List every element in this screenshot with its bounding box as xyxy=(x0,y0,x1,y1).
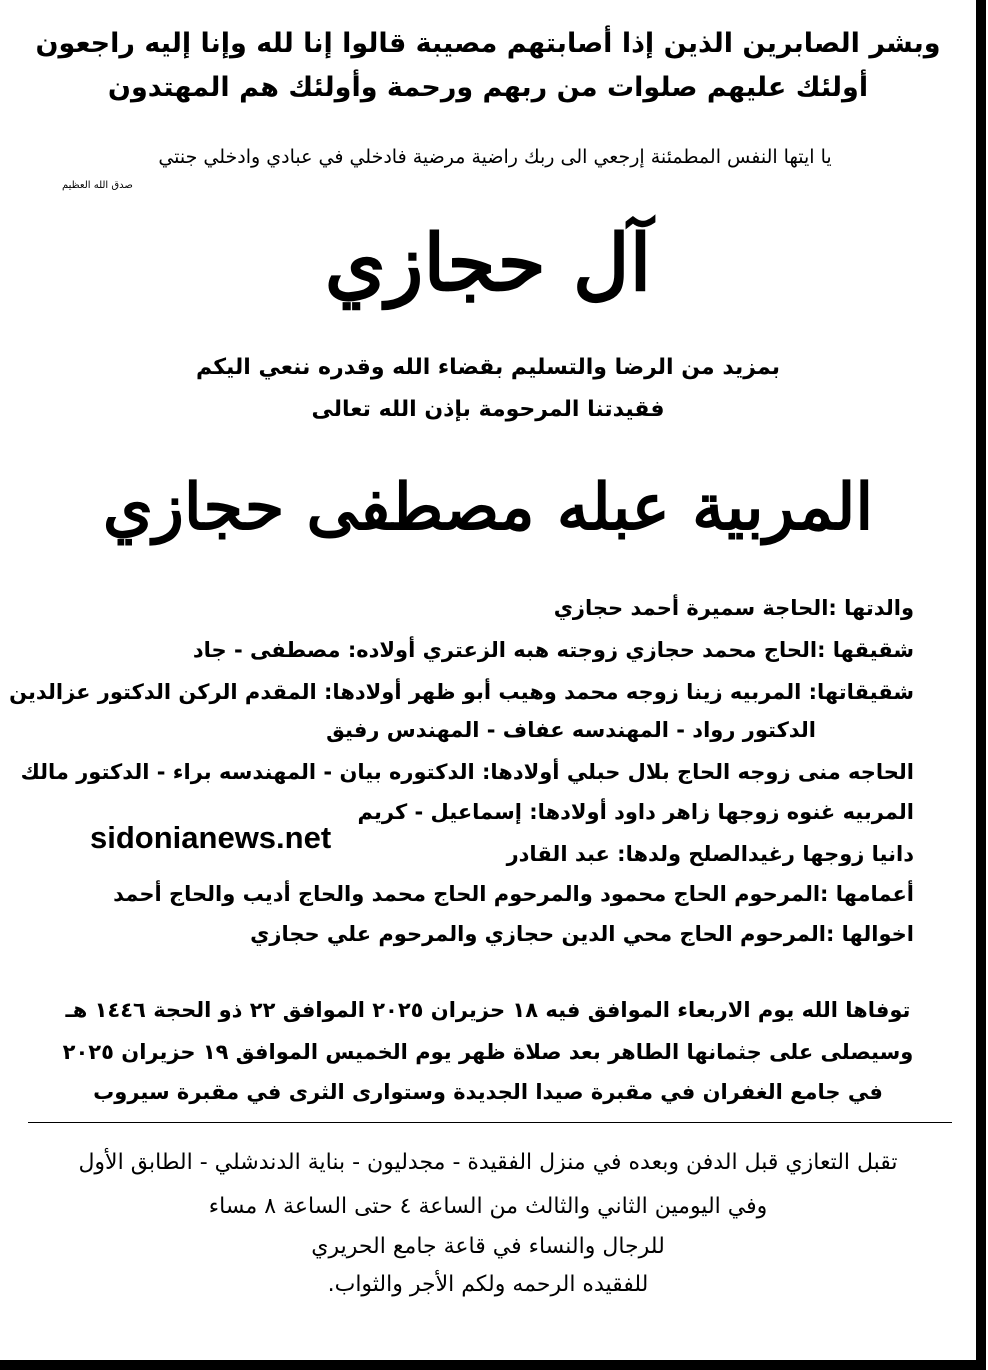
announcement-intro-line-1: بمزيد من الرضا والتسليم بقضاء الله وقدره ننعي اليكم xyxy=(195,355,780,380)
quran-verse-line-1: وبشر الصابرين الذين إذا أصابتهم مصيبة قالوا إنا لله وإنا إليه راجعون xyxy=(35,28,941,59)
announcement-intro-line-2: فقيدتنا المرحومة بإذن الله تعالى xyxy=(311,397,665,422)
condolence-line: تقبل التعازي قبل الدفن وبعده في منزل الفقيدة - مجدليون - بناية الدندشلي - الطابق الأول xyxy=(78,1150,898,1175)
relative-line: المربيه غنوه زوجها زاهر داود أولادها: إسماعيل - كريم xyxy=(357,800,914,824)
section-divider xyxy=(28,1122,952,1123)
website-watermark: sidonianews.net xyxy=(90,820,332,855)
condolence-line: للرجال والنساء في قاعة جامع الحريري xyxy=(311,1234,665,1259)
relative-line: والدتها :الحاجة سميرة أحمد حجازي xyxy=(553,596,914,620)
relative-line: شقيقاتها: المربيه زينا زوجه محمد وهيب أبو ظهر أولادها: المقدم الركن الدكتور عزالدين xyxy=(9,680,914,704)
relative-line: اخوالها :المرحوم الحاج محي الدين حجازي والمرحوم علي حجازي xyxy=(250,922,914,946)
death-info-line: وسيصلى على جثمانها الطاهر بعد صلاة ظهر يوم الخميس الموافق ١٩ حزيران ٢٠٢٥ xyxy=(62,1040,914,1064)
quran-verse-line-3: يا ايتها النفس المطمئنة إرجعي الى ربك راضية مرضية فادخلي في عبادي وادخلي جنتي xyxy=(158,146,832,168)
deceased-name: المربية عبله مصطفى حجازي xyxy=(102,470,874,545)
quran-verse-line-2: أولئك عليهم صلوات من ربهم ورحمة وأولئك هم المهتدون xyxy=(107,72,869,103)
relative-line: شقيقها :الحاج محمد حجازي زوجته هبه الزعتري أولاده: مصطفى - جاد xyxy=(192,638,914,662)
death-info-line: توفاها الله يوم الاربعاء الموافق فيه ١٨ حزيران ٢٠٢٥ الموافق ٢٢ ذو الحجة ١٤٤٦ هـ xyxy=(65,998,911,1022)
relative-line: الحاجه منى زوجه الحاج بلال حبلي أولادها: الدكتوره بيان - المهندسه براء - الدكتور مالك xyxy=(20,760,914,784)
relative-line: الدكتور رواد - المهندسه عفاف - المهندس رفيق xyxy=(326,718,816,742)
relative-line: أعمامها :المرحوم الحاج محمود والمرحوم الحاج محمد والحاج أديب والحاج أحمد xyxy=(113,882,914,906)
family-name-heading: آل حجازي xyxy=(324,218,652,309)
condolence-line: وفي اليومين الثاني والثالث من الساعة ٤ حتى الساعة ٨ مساء xyxy=(208,1194,768,1219)
death-info-line: في جامع الغفران في مقبرة صيدا الجديدة وستوارى الثرى في مقبرة سيروب xyxy=(93,1080,883,1104)
relative-line: دانيا زوجها رغيدالصلح ولدها: عبد القادر xyxy=(506,842,914,866)
condolence-line: للفقيده الرحمه ولكم الأجر والثواب. xyxy=(327,1272,649,1297)
sadaq-allah-label: صدق الله العظيم xyxy=(62,180,133,191)
